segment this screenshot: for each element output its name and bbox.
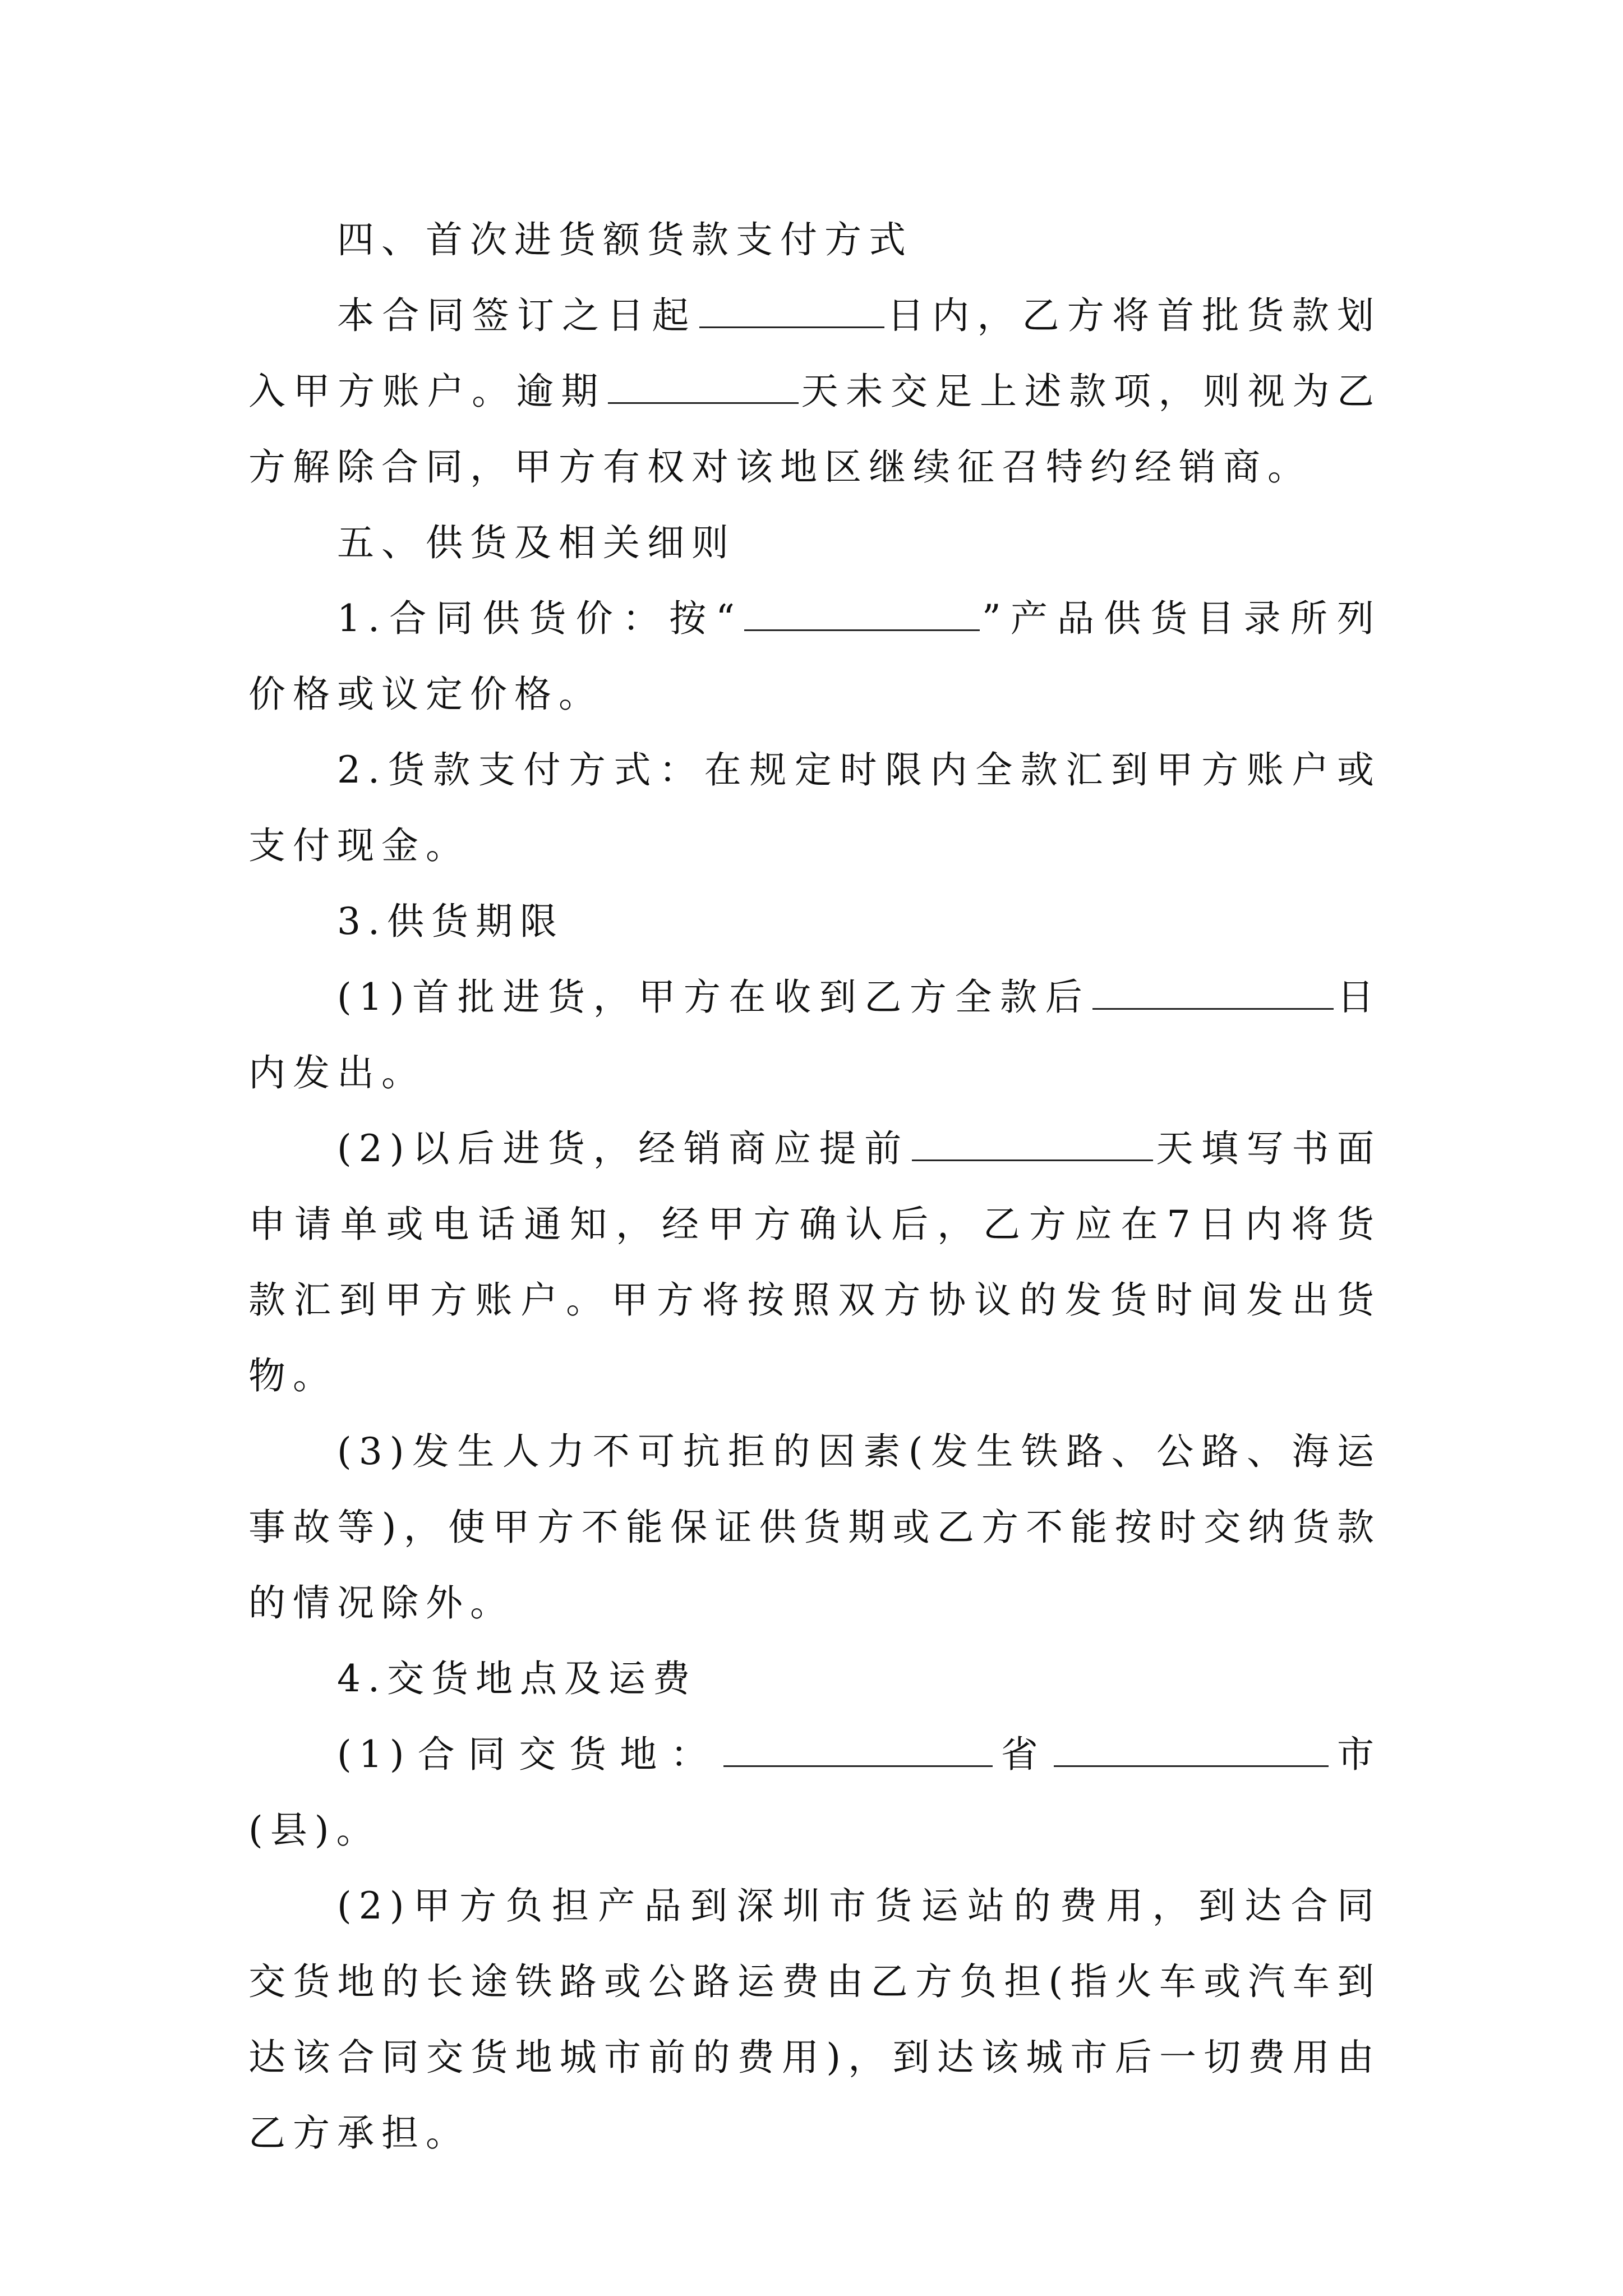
subheading-delivery — [248, 1641, 1381, 1717]
paragraph-force-majeure — [248, 1414, 1381, 1641]
fill-blank-advance-days[interactable] — [912, 1127, 1153, 1161]
heading-text: 四、首次进货额货款支付方式 — [337, 218, 913, 261]
paragraph-text: (1)首批进货，甲方在收到乙方全款后 — [337, 976, 1091, 1019]
paragraph-text: 1.合同供货价：按“ — [337, 597, 742, 640]
paragraph-text: 天填写书面申请单或电话通知，经甲方确认后，乙方应在7日内将货款汇到甲方账户。甲方将按照双方协议的发货时间发出货物。 — [248, 1127, 1381, 1397]
paragraph-text: (2)以后进货，经销商应提前 — [337, 1127, 910, 1170]
paragraph-text: (3)发生人力不可抗拒的因素(发生铁路、公路、海运事故等)，使甲方不能保证供货期或乙方不能按时交纳货款的情况除外。 — [248, 1430, 1381, 1625]
paragraph-text: 本合同签订之日起 — [337, 294, 697, 337]
paragraph-first-shipment — [248, 959, 1381, 1111]
heading-text: 3.供货期限 — [337, 900, 564, 943]
paragraph-supply-price — [248, 581, 1381, 732]
fill-blank-ship-days[interactable] — [1092, 976, 1334, 1010]
paragraph-text: (1)合同交货地： — [337, 1733, 721, 1776]
paragraph-text: 天未交足上述款项，则视为乙方解除合同，甲方有权对该地区继续征召特约经销商。 — [248, 370, 1382, 489]
paragraph-text: 2.货款支付方式：在规定时限内全款汇到甲方账户或支付现金。 — [248, 748, 1381, 867]
paragraph-first-payment — [248, 278, 1381, 505]
heading-text: 五、供货及相关细则 — [337, 521, 736, 564]
section-heading-supply — [248, 505, 1381, 581]
paragraph-later-orders — [248, 1111, 1381, 1414]
heading-text: 4.交货地点及运费 — [337, 1657, 697, 1700]
paragraph-text: 省 — [994, 1733, 1052, 1776]
fill-blank-overdue-days[interactable] — [608, 370, 799, 404]
paragraph-payment-method — [248, 732, 1381, 884]
fill-blank-province[interactable] — [723, 1733, 993, 1767]
paragraph-text: (2)甲方负担产品到深圳市货运站的费用，到达合同交货地的长途铁路或公路运费由乙方负担(指火车或汽车到达该合同交货地城市前的费用)，到达该城市后一切费用由乙方承担。 — [248, 1884, 1381, 2155]
paragraph-text: ”产品供货目录所列价格或议定价格。 — [248, 597, 1381, 716]
fill-blank-catalog[interactable] — [744, 597, 980, 631]
subheading-supply-period — [248, 884, 1381, 959]
paragraph-freight — [248, 1868, 1381, 2171]
paragraph-text: 日内，乙方将首批货款划入甲方账户。逾期 — [248, 294, 1382, 413]
document-body — [248, 202, 1381, 2171]
section-heading-payment — [248, 202, 1381, 278]
fill-blank-days[interactable] — [699, 294, 884, 328]
paragraph-text: 日内发出。 — [248, 976, 1381, 1094]
paragraph-delivery-place — [248, 1717, 1381, 1868]
fill-blank-city[interactable] — [1054, 1733, 1329, 1767]
paragraph-text: 市(县)。 — [248, 1733, 1382, 1852]
